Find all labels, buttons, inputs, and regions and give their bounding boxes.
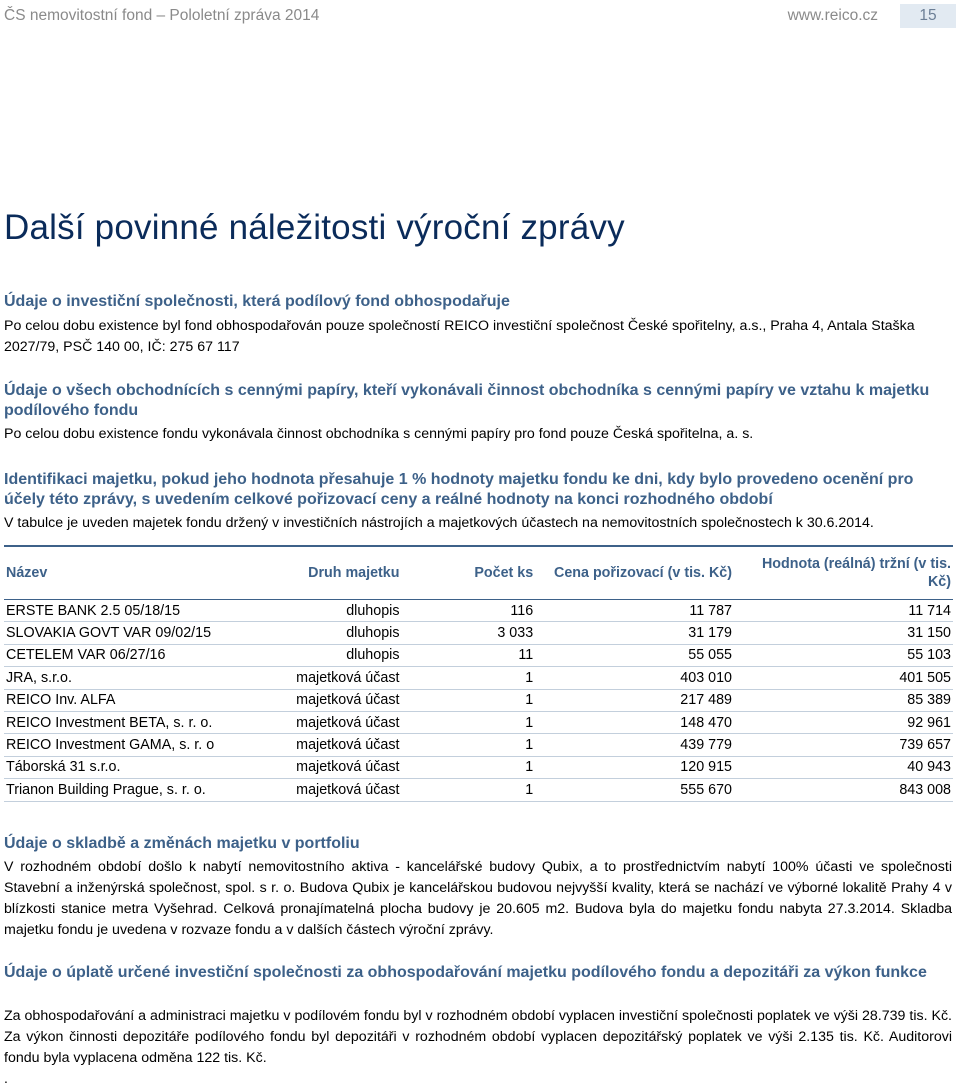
cell-name: REICO Investment GAMA, s. r. o [4,734,283,756]
column-header-value: Hodnota (reálná) tržní (v tis. Kč) [734,546,953,600]
table-row [4,622,953,644]
cell-count: 1 [401,756,535,778]
cell-cost: 11 787 [535,600,734,622]
section-text-traders: Po celou dobu existence fondu vykonávala činnost obchodníka s cennými papíry pro fond pouze Česká spořitelna, a. s. [4,426,754,442]
section-heading-company: Údaje o investiční společnosti, která podílový fond obhospodařuje [4,293,510,310]
cell-value: 85 389 [734,689,953,711]
trailing-mark: . [4,1070,8,1086]
cell-type: majetková účast [283,711,402,733]
column-header-type: Druh majetku [283,546,402,600]
table-body [4,600,953,802]
cell-count: 116 [401,600,535,622]
section-text-company: Po celou dobu existence byl fond obhospodařován pouze společností REICO investiční společnost České spořitelny, a.s., Praha 4, Antala Staška 2027/79, PSČ 140 00, IČ: 275 67 117 [4,318,915,355]
cell-value: 31 150 [734,622,953,644]
table-row [4,756,953,778]
cell-value: 401 505 [734,667,953,689]
cell-type: majetková účast [283,734,402,756]
cell-count: 1 [401,689,535,711]
cell-type: majetková účast [283,689,402,711]
cell-count: 11 [401,644,535,666]
table-header-row [4,546,953,600]
document-title: ČS nemovitostní fond – Pololetní zpráva 2014 [4,7,320,24]
cell-value: 40 943 [734,756,953,778]
section-text-portfolio: V rozhodném období došlo k nabytí nemovitostního aktiva - kancelářské budovy Qubix, a to prostřednictvím nabytí 100% účasti ve společnosti Stavební a inženýrská společnost, spol. s r. o. Budova Qubix je kancelářskou budovou nejvyšší kvality, která se nachází ve výborné lokalitě Prahy 4 v blízkosti stanice metra Vyšehrad. Celková pronajímatelná plocha budovy je 20.605 m2. Budova byla do majetku fondu nabyta 27.3.2014. Skladba majetku fondu je uvedena v rozvaze fondu a v dalších částech výroční zprávy. [4,859,952,938]
table-row [4,711,953,733]
website-link[interactable]: www.reico.cz [787,7,878,24]
cell-name: REICO Investment BETA, s. r. o. [4,711,283,733]
cell-name: ERSTE BANK 2.5 05/18/15 [4,600,283,622]
cell-name: CETELEM VAR 06/27/16 [4,644,283,666]
cell-type: dluhopis [283,644,402,666]
table-row [4,734,953,756]
cell-count: 1 [401,734,535,756]
section-heading-traders: Údaje o všech obchodnících s cennými papíry, kteří vykonávali činnost obchodníka s cennými papíry ve vztahu k majetku podílového fondu [4,382,930,419]
cell-name: SLOVAKIA GOVT VAR 09/02/15 [4,622,283,644]
cell-type: majetková účast [283,779,402,801]
cell-cost: 439 779 [535,734,734,756]
cell-name: REICO Inv. ALFA [4,689,283,711]
table-row [4,689,953,711]
cell-cost: 148 470 [535,711,734,733]
section-heading-fees: Údaje o úplatě určené investiční společnosti za obhospodařování majetku podílového fondu a depozitáři za výkon funkce [4,964,927,981]
cell-type: majetková účast [283,667,402,689]
cell-type: dluhopis [283,600,402,622]
cell-value: 843 008 [734,779,953,801]
page-number: 15 [900,4,956,28]
table-row [4,779,953,801]
cell-cost: 31 179 [535,622,734,644]
table-row [4,644,953,666]
assets-table [4,545,953,802]
section-heading-identification: Identifikaci majetku, pokud jeho hodnota přesahuje 1 % hodnoty majetku fondu ke dni, kdy bylo provedeno ocenění pro účely této zprávy, s uvedením celkové pořizovací ceny a reálné hodnoty na konci rozhodného období [4,471,914,508]
table-row [4,600,953,622]
cell-count: 1 [401,667,535,689]
cell-name: Trianon Building Prague, s. r. o. [4,779,283,801]
cell-count: 1 [401,779,535,801]
section-heading-portfolio: Údaje o skladbě a změnách majetku v portfoliu [4,835,360,852]
cell-value: 92 961 [734,711,953,733]
cell-cost: 217 489 [535,689,734,711]
cell-name: JRA, s.r.o. [4,667,283,689]
table-row [4,667,953,689]
cell-count: 1 [401,711,535,733]
page-title: Další povinné náležitosti výroční zprávy [4,208,625,247]
cell-type: majetková účast [283,756,402,778]
cell-value: 55 103 [734,644,953,666]
cell-cost: 555 670 [535,779,734,801]
cell-type: dluhopis [283,622,402,644]
column-header-cost: Cena pořizovací (v tis. Kč) [535,546,734,600]
column-header-name: Název [4,546,283,600]
cell-value: 739 657 [734,734,953,756]
cell-cost: 55 055 [535,644,734,666]
page-header [4,4,956,28]
cell-name: Táborská 31 s.r.o. [4,756,283,778]
section-text-identification: V tabulce je uveden majetek fondu držený v investičních nástrojích a majetkových účastech na nemovitostních společnostech k 30.6.2014. [4,515,874,531]
cell-cost: 403 010 [535,667,734,689]
cell-value: 11 714 [734,600,953,622]
cell-cost: 120 915 [535,756,734,778]
column-header-count: Počet ks [401,546,535,600]
section-text-fees: Za obhospodařování a administraci majetku v podílovém fondu byl v rozhodném období vyplacen investiční společnosti poplatek ve výši 28.739 tis. Kč. Za výkon činnosti depozitáře podílového fondu byl depozitáři v rozhodném období vyplacen depozitářský poplatek ve výši 2.135 tis. Kč. Auditorovi fondu byla vyplacena odměna 122 tis. Kč. [4,1008,952,1066]
cell-count: 3 033 [401,622,535,644]
